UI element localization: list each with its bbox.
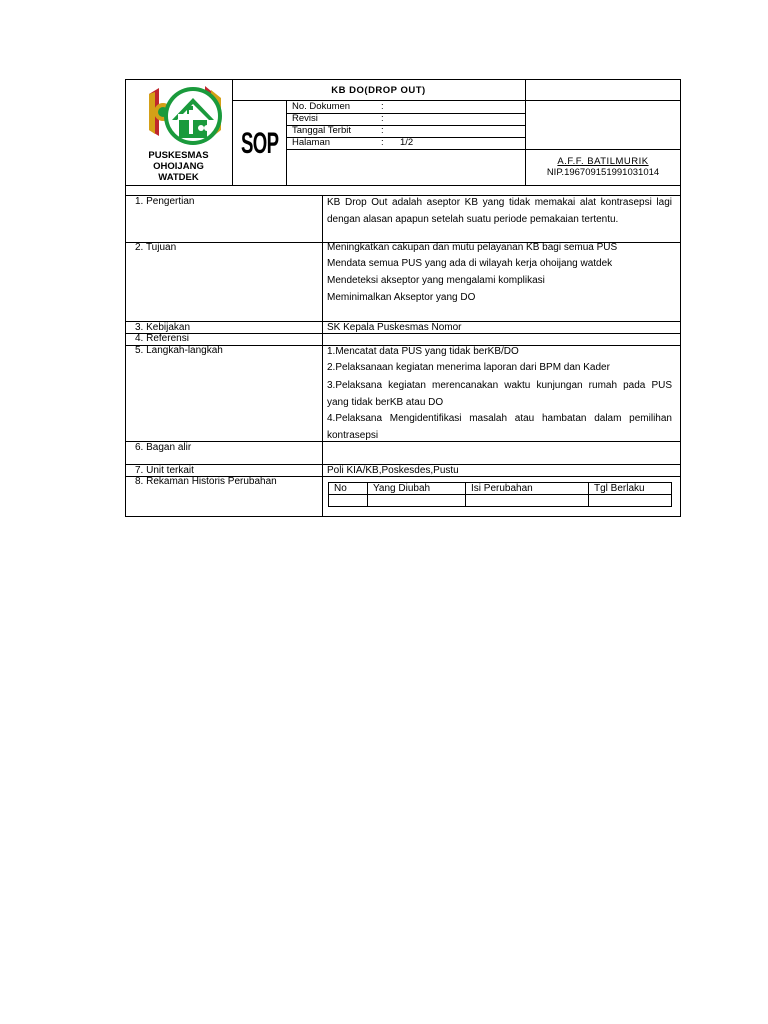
- sop-label: SOP: [241, 127, 279, 160]
- section-label-pengertian: 1. Pengertian: [135, 196, 195, 207]
- section-text-unit: Poli KIA/KB,Poskesdes,Pustu: [327, 465, 459, 476]
- table-row: [329, 495, 672, 507]
- section-label-referensi: 4. Referensi: [135, 333, 189, 344]
- doc-field-sep-0: :: [381, 101, 384, 112]
- document-title: KB DO(DROP OUT): [331, 85, 426, 96]
- history-col-no: No: [329, 483, 368, 495]
- tujuan-line-4: Meminimalkan Akseptor yang DO: [327, 292, 476, 303]
- doc-field-label-3: Halaman: [292, 137, 331, 148]
- doc-field-value-3: 1/2: [400, 137, 414, 148]
- tujuan-line-3: Mendeteksi akseptor yang mengalami komplikasi: [327, 275, 545, 286]
- history-col-tgl-berlaku: Tgl Berlaku: [589, 483, 672, 495]
- history-table: [328, 482, 672, 507]
- tujuan-line-1: Meningkatkan cakupan dan mutu pelayanan KB bagi semua PUS: [327, 242, 618, 253]
- doc-field-sep-3: :: [381, 137, 384, 148]
- doc-field-label-0: No. Dokumen: [292, 101, 351, 112]
- signer-name: A.F.F. BATILMURIK: [557, 156, 649, 167]
- puskesmas-logo-icon: [145, 82, 227, 148]
- section-label-bagan: 6. Bagan alir: [135, 442, 192, 453]
- langkah-step-4: 4.Pelaksana Mengidentifikasi masalah atau hambatan dalam pemilihan kontrasepsi: [327, 413, 672, 441]
- org-name-line2: OHOIJANG: [153, 161, 204, 172]
- section-label-tujuan: 2. Tujuan: [135, 242, 177, 253]
- history-header-row: [329, 483, 672, 495]
- signer-nip: NIP.196709151991031014: [546, 167, 660, 178]
- langkah-step-1: 1.Mencatat data PUS yang tidak berKB/DO: [327, 346, 519, 357]
- org-name-line3: WATDEK: [158, 172, 199, 183]
- section-label-rekaman: 8. Rekaman Historis Perubahan: [135, 476, 277, 487]
- org-name-line1: PUSKESMAS: [148, 150, 209, 161]
- section-label-langkah: 5. Langkah-langkah: [135, 345, 223, 356]
- section-text-kebijakan: SK Kepala Puskesmas Nomor: [327, 322, 462, 333]
- section-text-pengertian: KB Drop Out adalah aseptor KB yang tidak memakai alat kontrasepsi lagi dengan alasan apapun setelah suatu periode pemakaian tertentu.: [327, 197, 672, 225]
- history-col-yang-diubah: Yang Diubah: [368, 483, 466, 495]
- doc-field-label-1: Revisi: [292, 113, 318, 124]
- langkah-step-3: 3.Pelaksana kegiatan merencanakan waktu kunjungan rumah pada PUS yang tidak berKB atau DO: [327, 380, 672, 408]
- langkah-step-2: 2.Pelaksanaan kegiatan menerima laporan dari BPM dan Kader: [327, 362, 610, 373]
- section-label-kebijakan: 3. Kebijakan: [135, 322, 191, 333]
- doc-field-sep-2: :: [381, 125, 384, 136]
- history-col-isi-perubahan: Isi Perubahan: [466, 483, 589, 495]
- doc-field-sep-1: :: [381, 113, 384, 124]
- doc-field-label-2: Tanggal Terbit: [292, 125, 351, 136]
- section-label-unit: 7. Unit terkait: [135, 465, 194, 476]
- tujuan-line-2: Mendata semua PUS yang ada di wilayah kerja ohoijang watdek: [327, 258, 613, 269]
